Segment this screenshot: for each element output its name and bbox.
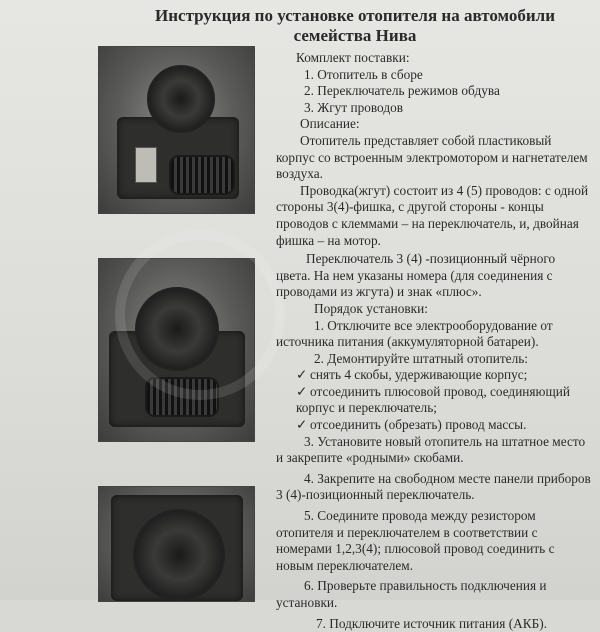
step-item: 6. Проверьте правильность подключения и установки. <box>276 578 547 610</box>
check-item: ✓ отсоединить (обрезать) провод массы. <box>296 417 527 433</box>
check-icon: ✓ <box>296 383 308 399</box>
paragraph: Переключатель 3 (4) -позиционный чёрного цвета. На нем указаны номера (для соединения с проводами из жгута) и знак «плюс». <box>276 251 556 300</box>
list-item: 3. Жгут проводов <box>304 99 404 115</box>
paragraph: Проводка(жгут) состоит из 4 (5) проводов: с одной стороны 3(4)-фишка, с другой стороны - концы проводов с клеммами – на переключатель, и, двойная фишка – на мотор. <box>276 182 589 248</box>
section-heading: Комплект поставки: <box>296 50 410 65</box>
list-item: 1. Отопитель в сборе <box>304 66 423 82</box>
step-item: 7. Подключите источник питания (АКБ). <box>316 615 548 631</box>
section-heading: Описание: <box>300 116 360 132</box>
step-item: 3. Установите новый отопитель на штатное место и закрепите «родными» скобами. <box>276 433 586 466</box>
fan-icon <box>147 65 215 133</box>
check-icon: ✓ <box>296 417 308 433</box>
document-title: Инструкция по установке отопителя на автомобили семейства Нива <box>155 6 555 45</box>
section-heading: Порядок установки: <box>314 300 428 316</box>
instruction-text <box>276 50 592 632</box>
heater-photo-top <box>98 46 255 214</box>
step-item: 4. Закрепите на свободном месте панели приборов 3 (4)-позиционный переключатель. <box>276 470 591 503</box>
check-item: ✓ снять 4 скобы, удерживающие корпус; <box>296 367 528 383</box>
step-item: 5. Соедините провода между резистором отопителя и переключателем в соответствии с номерами 1,2,3(4); плюсовой провод соединить с новым переключателем. <box>276 508 555 573</box>
paragraph: Отопитель представляет собой пластиковый корпус со встроенным электромотором и нагнетателем воздуха. <box>276 132 588 182</box>
step-item: 2. Демонтируйте штатный отопитель: <box>314 350 528 366</box>
step-item: 1. Отключите все электрооборудование от источника питания (аккумуляторной батареи). <box>276 317 553 350</box>
watermark-logo <box>115 230 285 400</box>
connector-icon <box>135 147 157 183</box>
heater-photo-bottom <box>98 486 255 602</box>
check-item: ✓ отсоединить плюсовой провод, соединяющий корпус и переключатель; <box>296 383 570 416</box>
list-item: 2. Переключатель режимов обдува <box>304 83 500 99</box>
check-icon: ✓ <box>296 367 308 383</box>
fan-icon <box>133 509 225 601</box>
